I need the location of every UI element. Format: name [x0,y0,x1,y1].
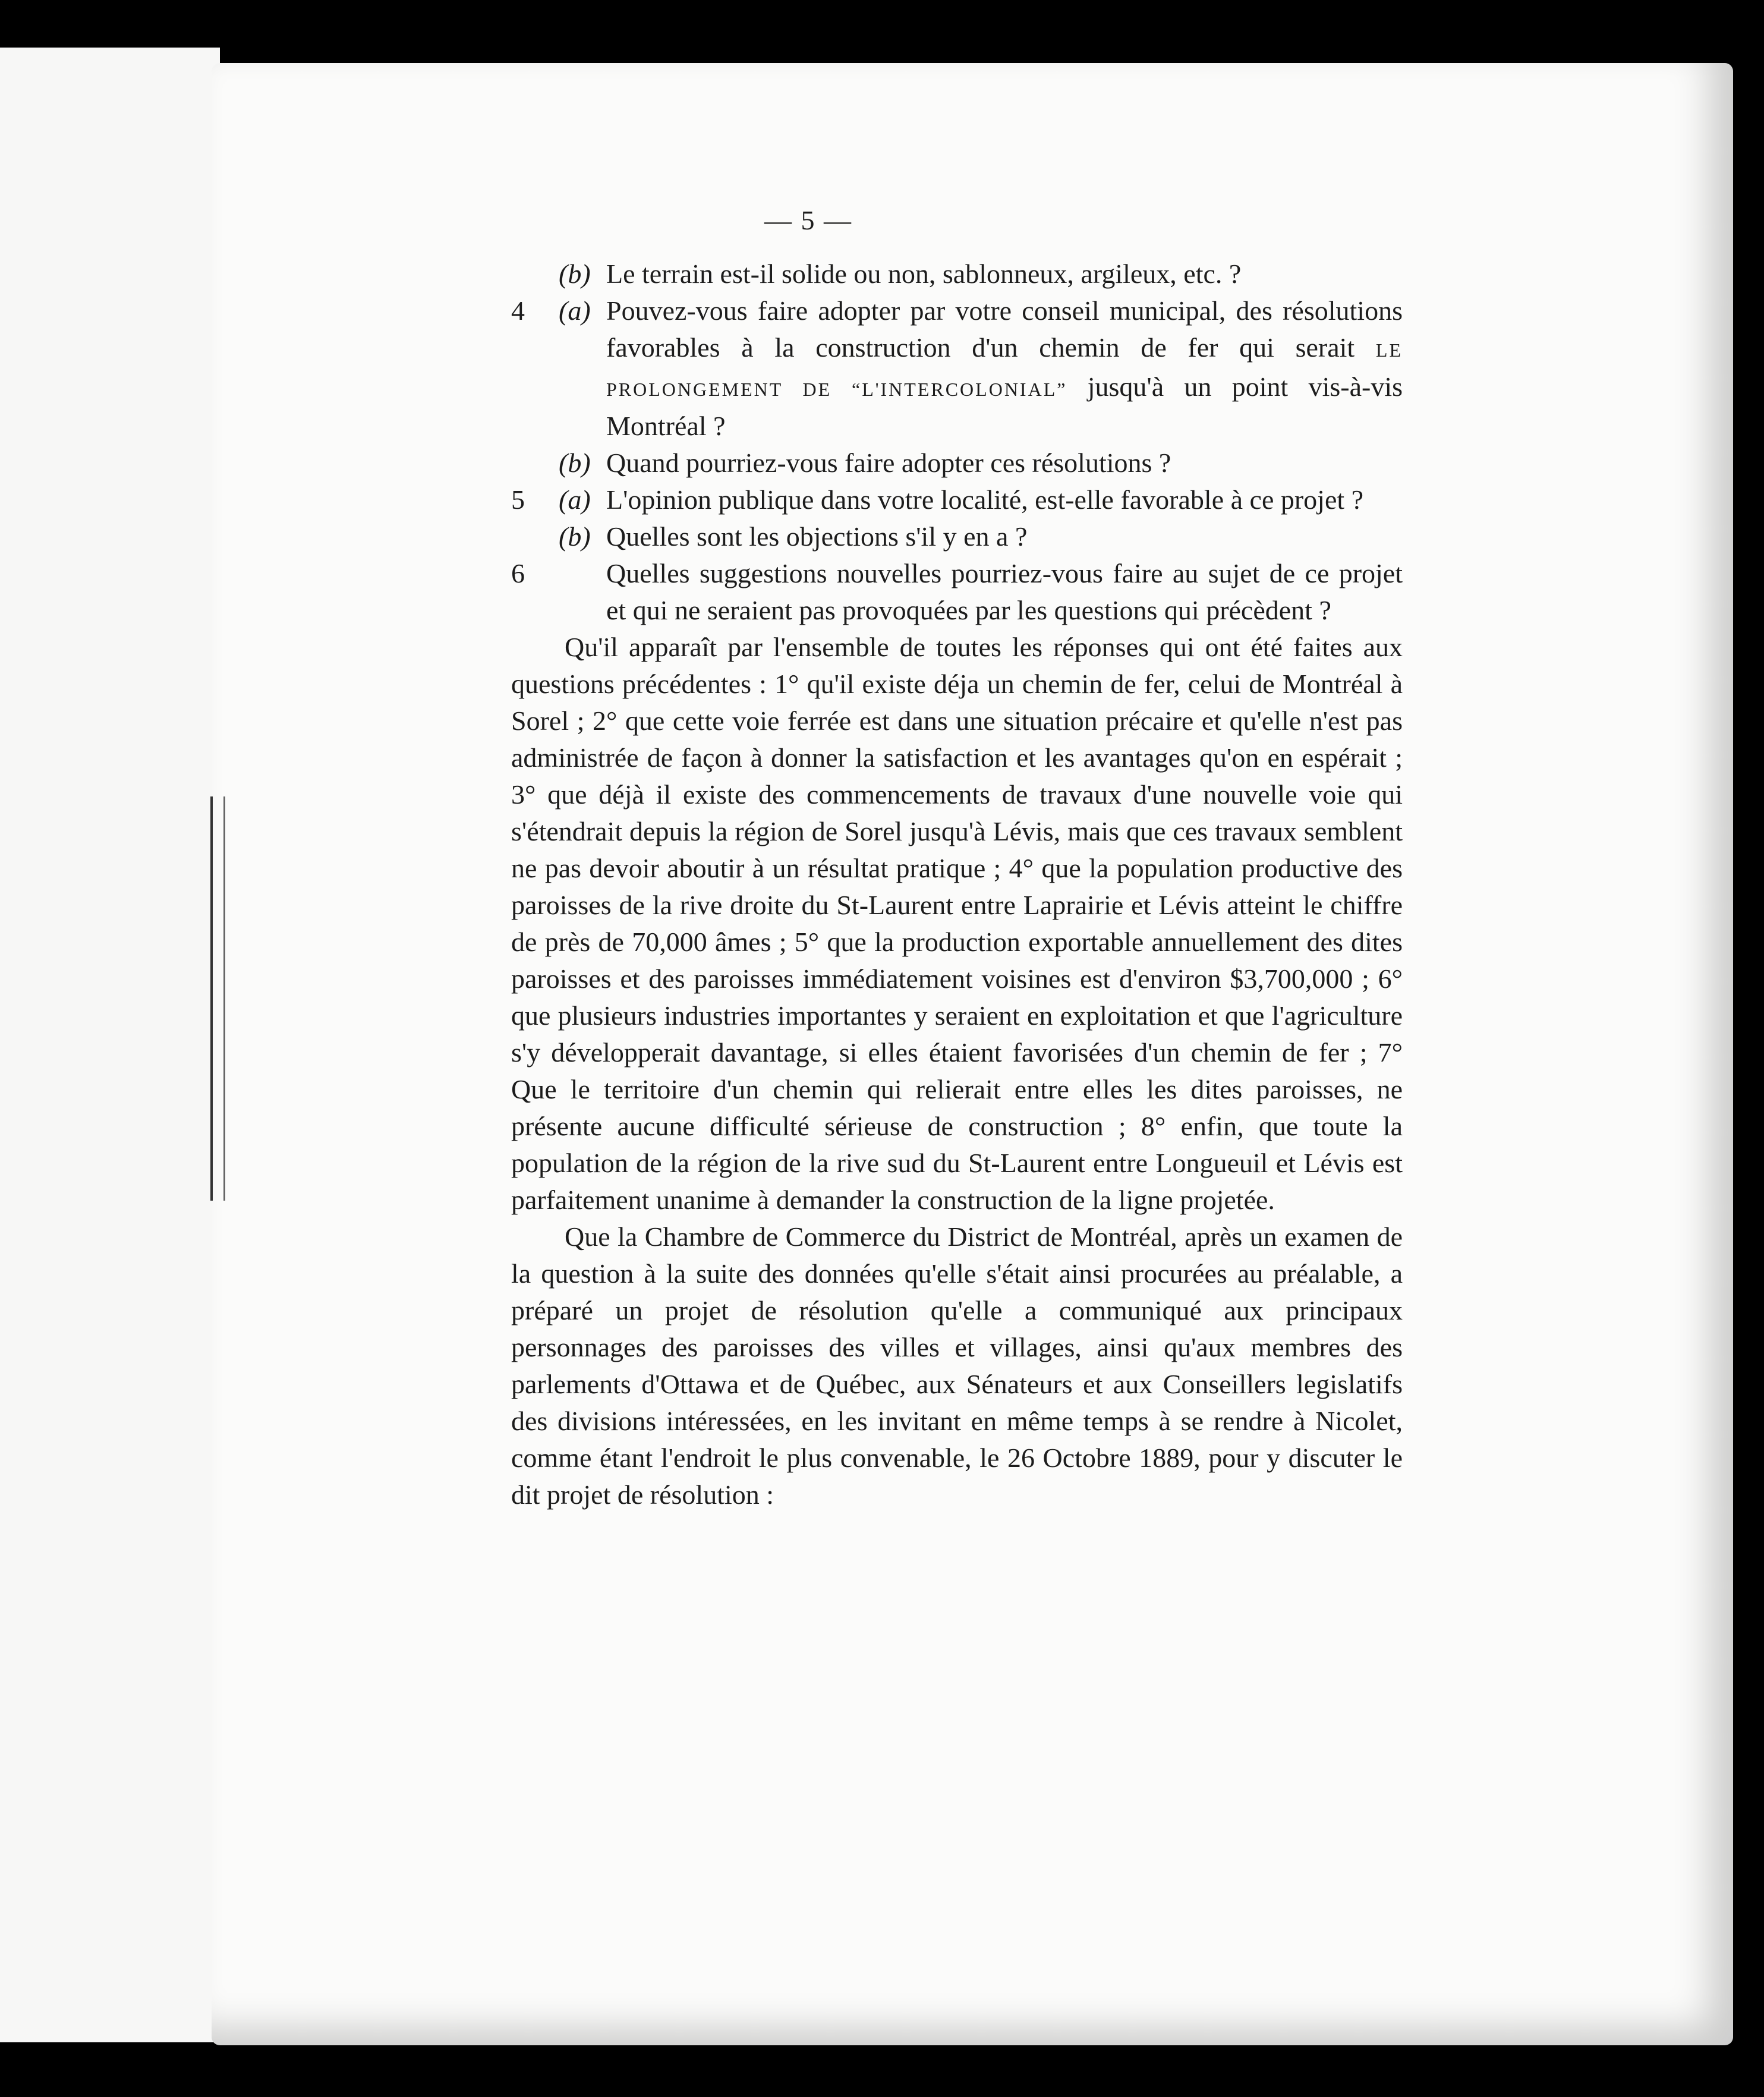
question-5b [511,518,1403,555]
page-number: — 5 — [764,205,852,235]
page-text [511,202,1403,1513]
question-4a [511,292,1403,445]
question-3b [511,256,1403,292]
question-number: 4 [511,295,525,326]
question-number: 5 [511,484,525,515]
question-label: (a) [559,295,591,326]
paragraph-chamber: Que la Chambre de Commerce du District de Montréal, après un examen de la question à la suite des données qu'elle s'était ainsi procurées au préalable, a préparé un projet de résolution qu'elle a communiqué aux principaux personnages des paroisses des villes et villages, ainsi qu'aux membres des parlements d'Ottawa et de Québec, aux Sénateurs et aux Conseillers legislatifs des divisions intéressées, en les invitant en même temps à se rendre à Nicolet, comme étant l'endroit le plus convenable, le 26 Octobre 1889, pour y discuter le dit projet de résolution : [511,1221,1403,1510]
question-text: Quelles suggestions nouvelles pourriez-vous faire au sujet de ce projet et qui ne seraient pas provoquées par les questions qui précèdent ? [606,558,1403,625]
question-5a [511,481,1403,518]
question-text: Pouvez-vous faire adopter par votre conseil municipal, des résolutions favorables à la construction d'un chemin de fer qui serait [606,295,1403,363]
question-6 [511,555,1403,629]
question-4b [511,445,1403,481]
question-text-tail: jusqu'à un point vis-à-vis Montréal ? [606,371,1403,441]
question-text-block [606,292,1403,445]
question-text: L'opinion publique dans votre localité, est-elle favorable à ce projet ? [606,484,1364,515]
question-text: Le terrain est-il solide ou non, sablonneux, argileux, etc. ? [606,259,1242,289]
left-page-edge [0,48,220,2042]
binding-mark [210,796,225,1201]
question-label: (b) [559,521,591,552]
question-number: 6 [511,558,525,588]
paragraph-findings: Qu'il apparaît par l'ensemble de toutes les réponses qui ont été faites aux questions précédentes : 1° qu'il existe déja un chemin de fer, celui de Montréal à Sorel ; 2° que cette voie ferrée est dans une situation précaire et qu'elle n'est pas administrée de façon à donner la satisfaction et les avantages qu'on en espérait ; 3° que déjà il existe des commencements de travaux d'une nouvelle voie qui s'étendrait depuis la région de Sorel jusqu'à Lévis, mais que ces travaux semblent ne pas devoir aboutir à un résultat pratique ; 4° que la population productive des paroisses de la rive droite du St-Laurent entre Laprairie et Lévis atteint le chiffre de près de 70,000 âmes ; 5° que la production exportable annuellement des dites paroisses et des paroisses immédiatement voisines est d'environ $3,700,000 ; 6° que plusieurs industries importantes y seraient en exploitation et que l'agriculture s'y développerait davantage, si elles étaient favorisées d'un chemin de fer ; 7° Que le territoire d'un chemin qui relierait entre elles les dites paroisses, ne présente aucune difficulté sérieuse de construction ; 8° enfin, que toute la population de la région de la rive sud du St-Laurent entre Longueuil et Lévis est parfaitement unanime à demander la construction de la ligne projetée. [511,632,1403,1215]
question-text: Quelles sont les objections s'il y en a ? [606,521,1028,552]
question-label: (b) [559,259,591,289]
question-label: (a) [559,484,591,515]
question-text: Quand pourriez-vous faire adopter ces résolutions ? [606,448,1171,478]
question-smallcaps: LE PROLONGEMENT DE “L'INTERCOLONIAL” [606,339,1403,400]
question-label: (b) [559,448,591,478]
